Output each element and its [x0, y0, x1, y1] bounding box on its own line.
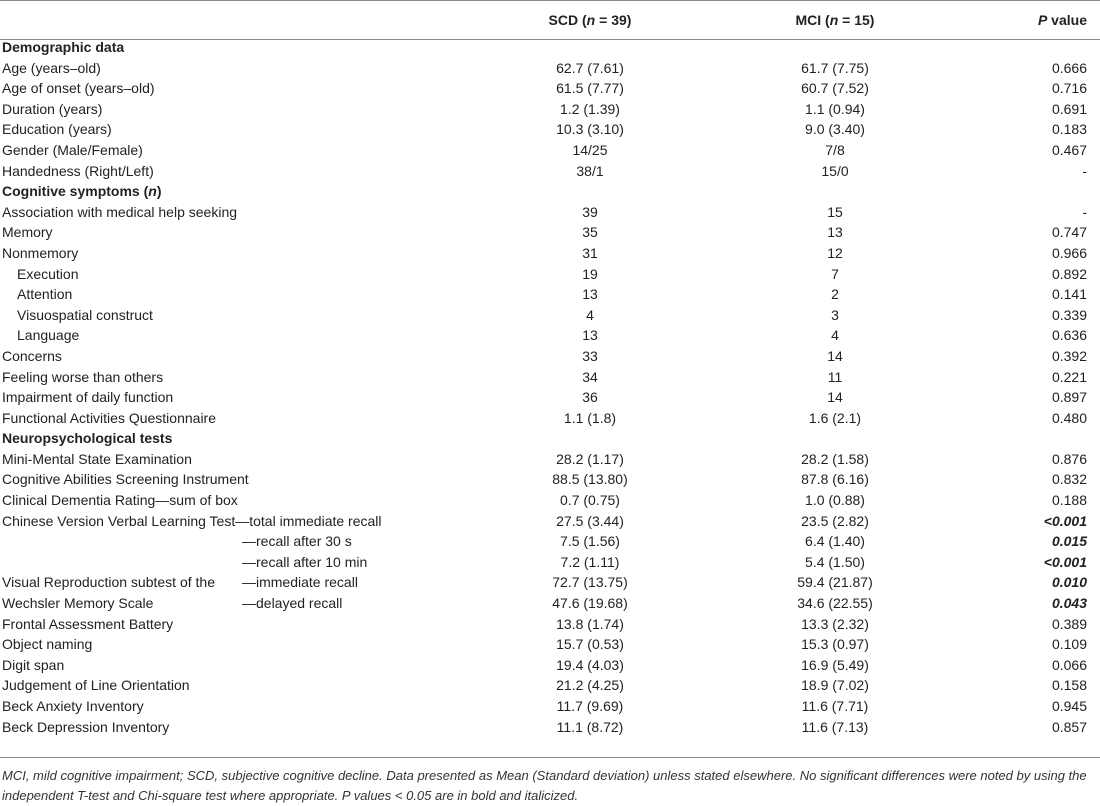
cell-mci: 1.0 (0.88) [805, 492, 865, 509]
row-label: Frontal Assessment Battery [2, 615, 174, 632]
table-row [0, 325, 1100, 346]
table-row [0, 305, 1100, 326]
cell-p-value: 0.876 [1051, 450, 1087, 467]
table-row [0, 243, 1100, 264]
cell-scd: 14/25 [572, 141, 608, 158]
row-sublabel: —recall after 10 min [242, 553, 368, 570]
row-label: Gender (Male/Female) [2, 141, 143, 158]
cell-mci: 11 [827, 368, 843, 385]
cell-scd: 13.8 (1.74) [556, 615, 624, 632]
table-row [0, 634, 1100, 655]
table-row [0, 572, 1100, 593]
cell-mci: 1.6 (2.1) [808, 409, 862, 426]
cell-p-value: 0.066 [1051, 656, 1087, 673]
row-sublabel: —recall after 30 s [242, 533, 352, 550]
table-row [0, 264, 1100, 285]
row-label: Mini-Mental State Examination [2, 450, 192, 467]
cell-mci: 23.5 (2.82) [801, 512, 869, 529]
table-row [0, 449, 1100, 470]
cell-p-value: 0.221 [1051, 368, 1087, 385]
table-row [0, 367, 1100, 388]
row-label: Handedness (Right/Left) [2, 162, 154, 179]
cell-mci: 7/8 [825, 141, 845, 158]
table-row [0, 58, 1100, 79]
cell-mci: 1.1 (0.94) [805, 100, 865, 117]
cell-p-value: 0.015 [1051, 533, 1087, 550]
section-title: Neuropsychological tests [2, 430, 173, 447]
cell-p-value: 0.183 [1051, 121, 1087, 138]
cell-p-value: 0.109 [1051, 636, 1087, 653]
table-row [0, 119, 1100, 140]
cell-mci: 3 [831, 306, 839, 323]
table-row [0, 717, 1100, 738]
cell-mci: 6.4 (1.40) [805, 533, 865, 550]
cell-scd: 31 [582, 244, 598, 261]
row-label: Duration (years) [2, 100, 103, 117]
table-row [0, 490, 1100, 511]
cell-scd: 21.2 (4.25) [556, 677, 624, 694]
table-row [0, 202, 1100, 223]
row-label: Functional Activities Questionnaire [2, 409, 216, 426]
cell-mci: 5.4 (1.50) [805, 553, 865, 570]
table-row [0, 140, 1100, 161]
cell-scd: 38/1 [576, 162, 604, 179]
cell-scd: 88.5 (13.80) [552, 471, 628, 488]
table-row [0, 284, 1100, 305]
cell-scd: 7.2 (1.11) [560, 553, 620, 570]
row-label: Object naming [2, 636, 93, 653]
table-row [0, 531, 1100, 552]
cell-scd: 61.5 (7.77) [556, 80, 624, 97]
table-footnote: MCI, mild cognitive impairment; SCD, subjective cognitive decline. Data presented as Mean (Standard deviation) unless stated elsewhere. No significant differences were noted by using the independent T-test and Chi-square test where appropriate. P values < 0.05 are in bold and italicized. [2, 768, 1087, 803]
table-header-row [0, 3, 1100, 37]
cell-mci: 15.3 (0.97) [801, 636, 869, 653]
section-heading-row [0, 428, 1100, 449]
cell-mci: 11.6 (7.13) [801, 718, 869, 735]
row-label: Beck Depression Inventory [2, 718, 170, 735]
cell-p-value: - [1082, 162, 1087, 179]
cell-p-value: 0.467 [1051, 141, 1087, 158]
table-row [0, 346, 1100, 367]
row-label: Feeling worse than others [2, 368, 164, 385]
cell-mci: 13.3 (2.32) [801, 615, 869, 632]
cell-p-value: 0.339 [1051, 306, 1087, 323]
cell-scd: 19 [582, 265, 598, 282]
table-row [0, 696, 1100, 717]
row-sublabel: —delayed recall [242, 595, 343, 612]
cell-scd: 35 [582, 224, 598, 241]
table-row [0, 99, 1100, 120]
row-label: Nonmemory [2, 244, 79, 261]
cell-mci: 18.9 (7.02) [801, 677, 869, 694]
row-sublabel: —immediate recall [242, 574, 358, 591]
cell-scd: 27.5 (3.44) [556, 512, 624, 529]
cell-scd: 34 [582, 368, 598, 385]
cell-p-value: 0.966 [1051, 244, 1087, 261]
row-label: Visuospatial construct [17, 306, 153, 323]
table-body [0, 37, 1100, 737]
cell-scd: 13 [582, 286, 598, 303]
cell-p-value: 0.392 [1051, 347, 1087, 364]
cell-scd: 11.7 (9.69) [556, 698, 624, 714]
cell-scd: 13 [582, 327, 598, 344]
cell-p-value: 0.857 [1051, 718, 1087, 735]
table-row [0, 593, 1100, 614]
row-label: Concerns [2, 347, 62, 364]
cell-p-value: 0.747 [1051, 224, 1087, 241]
row-label: Education (years) [2, 121, 112, 138]
cell-mci: 60.7 (7.52) [801, 80, 869, 97]
cell-mci: 15 [827, 203, 843, 220]
table-row [0, 469, 1100, 490]
row-label: Attention [17, 286, 73, 303]
cell-p-value: 0.832 [1051, 471, 1087, 488]
header-scd: SCD (n = 39) [548, 12, 632, 28]
table-row [0, 614, 1100, 635]
section-heading-row [0, 181, 1100, 202]
row-label: Digit span [2, 656, 65, 673]
header-mci: MCI (n = 15) [795, 12, 875, 28]
cell-p-value: 0.141 [1051, 286, 1087, 303]
cell-mci: 11.6 (7.71) [801, 698, 869, 714]
row-label: Clinical Dementia Rating—sum of box [2, 492, 238, 509]
cell-scd: 72.7 (13.75) [552, 574, 628, 591]
cell-mci: 16.9 (5.49) [801, 656, 869, 673]
cell-scd: 62.7 (7.61) [556, 59, 624, 76]
header-p-value: P value [1037, 12, 1087, 28]
cell-p-value: <0.001 [1043, 512, 1087, 529]
row-label: Execution [17, 265, 79, 282]
cell-mci: 2 [831, 286, 839, 303]
row-label: Cognitive Abilities Screening Instrument [2, 471, 249, 488]
data-table [0, 3, 1100, 737]
top-rule [0, 0, 1100, 1]
cell-mci: 14 [827, 389, 843, 406]
cell-mci: 4 [831, 327, 839, 344]
cell-mci: 13 [827, 224, 843, 241]
cell-scd: 39 [582, 203, 598, 220]
cell-p-value: 0.666 [1051, 59, 1087, 76]
cell-p-value: 0.010 [1051, 574, 1087, 591]
cell-mci: 15/0 [821, 162, 849, 179]
row-label: Language [17, 327, 80, 344]
cell-mci: 28.2 (1.58) [801, 450, 869, 467]
table-row [0, 161, 1100, 182]
row-label: Chinese Version Verbal Learning Test—total immediate recall [2, 512, 382, 529]
table-row [0, 78, 1100, 99]
table-row [0, 222, 1100, 243]
cell-scd: 19.4 (4.03) [556, 656, 624, 673]
cell-p-value: 0.945 [1051, 698, 1087, 714]
cell-p-value: <0.001 [1043, 553, 1087, 570]
table-row [0, 387, 1100, 408]
row-label: Wechsler Memory Scale [2, 595, 154, 612]
cell-p-value: 0.716 [1051, 80, 1087, 97]
cell-p-value: 0.897 [1051, 389, 1087, 406]
cell-mci: 59.4 (21.87) [797, 574, 873, 591]
cell-scd: 28.2 (1.17) [556, 450, 624, 467]
table-row [0, 408, 1100, 429]
cell-p-value: 0.691 [1051, 100, 1087, 117]
bottom-rule [0, 757, 1100, 758]
cell-p-value: 0.892 [1051, 265, 1087, 282]
cell-p-value: 0.636 [1051, 327, 1087, 344]
cell-mci: 9.0 (3.40) [805, 121, 865, 138]
cell-mci: 61.7 (7.75) [801, 59, 869, 76]
cell-scd: 0.7 (0.75) [560, 492, 620, 509]
cell-scd: 36 [582, 389, 598, 406]
section-title: Cognitive symptoms (n) [2, 183, 162, 200]
cell-p-value: 0.389 [1051, 615, 1087, 632]
cell-p-value: 0.043 [1051, 595, 1087, 612]
row-label: Impairment of daily function [2, 389, 174, 406]
row-label: Judgement of Line Orientation [2, 677, 190, 694]
cell-mci: 7 [831, 265, 839, 282]
cell-scd: 1.1 (1.8) [563, 409, 617, 426]
table-row [0, 675, 1100, 696]
cell-scd: 1.2 (1.39) [560, 100, 620, 117]
section-title: Demographic data [2, 39, 125, 55]
cell-scd: 15.7 (0.53) [556, 636, 624, 653]
cell-scd: 11.1 (8.72) [556, 718, 624, 735]
table-row [0, 655, 1100, 676]
cell-scd: 33 [582, 347, 598, 364]
row-label: Association with medical help seeking [2, 203, 238, 220]
cell-mci: 87.8 (6.16) [801, 471, 869, 488]
table-row [0, 511, 1100, 532]
cell-mci: 14 [827, 347, 843, 364]
cell-mci: 34.6 (22.55) [797, 595, 873, 612]
cell-mci: 12 [827, 244, 843, 261]
row-label: Age (years–old) [2, 59, 101, 76]
cell-p-value: 0.158 [1051, 677, 1087, 694]
row-label: Age of onset (years–old) [2, 80, 155, 97]
cell-p-value: - [1082, 203, 1087, 220]
section-heading-row [0, 37, 1100, 58]
cell-p-value: 0.480 [1051, 409, 1087, 426]
cell-scd: 10.3 (3.10) [556, 121, 624, 138]
row-label: Beck Anxiety Inventory [2, 698, 144, 714]
cell-p-value: 0.188 [1051, 492, 1087, 509]
row-label: Memory [2, 224, 53, 241]
row-label: Visual Reproduction subtest of the [2, 574, 215, 591]
cell-scd: 7.5 (1.56) [560, 533, 620, 550]
cell-scd: 4 [586, 306, 594, 323]
cell-scd: 47.6 (19.68) [552, 595, 628, 612]
table-row [0, 552, 1100, 573]
